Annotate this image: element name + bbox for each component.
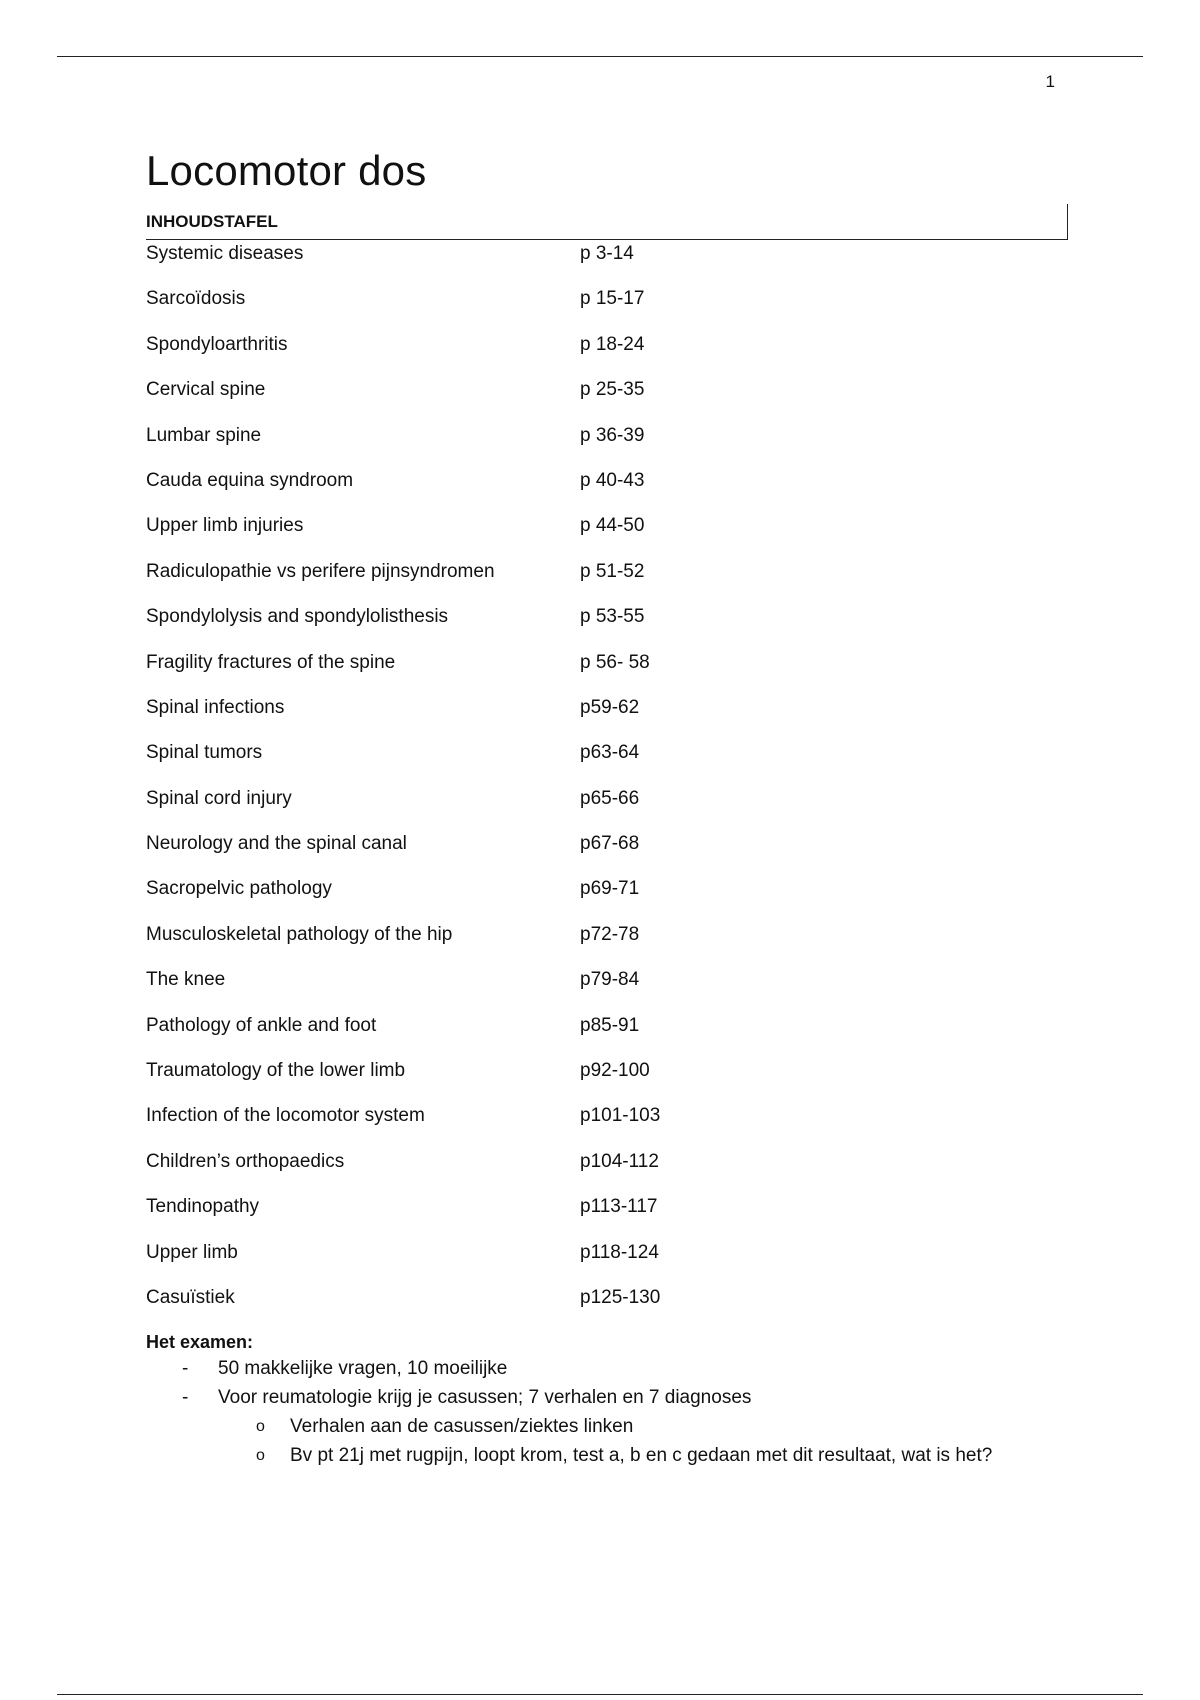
exam-bullet-item bbox=[146, 1358, 1146, 1387]
toc-row bbox=[146, 241, 1046, 286]
toc-topic: Pathology of ankle and foot bbox=[146, 1014, 377, 1036]
table-of-contents bbox=[146, 241, 1046, 1330]
header-rule bbox=[57, 56, 1143, 57]
toc-topic: Spondyloarthritis bbox=[146, 333, 288, 355]
toc-row bbox=[146, 1194, 1046, 1239]
toc-pages: p59-62 bbox=[580, 696, 640, 718]
toc-topic: Spondylolysis and spondylolisthesis bbox=[146, 606, 449, 628]
toc-row bbox=[146, 1285, 1046, 1330]
toc-row bbox=[146, 286, 1046, 331]
toc-row bbox=[146, 513, 1046, 558]
toc-topic: Cauda equina syndroom bbox=[146, 469, 354, 491]
toc-pages: p85-91 bbox=[580, 1014, 640, 1036]
toc-row bbox=[146, 332, 1046, 377]
toc-pages: p118-124 bbox=[580, 1241, 659, 1263]
toc-row bbox=[146, 423, 1046, 468]
toc-topic: Upper limb bbox=[146, 1241, 238, 1263]
toc-pages: p 36-39 bbox=[580, 424, 645, 446]
toc-topic: Sarcoïdosis bbox=[146, 288, 246, 310]
toc-row bbox=[146, 468, 1046, 513]
toc-pages: p125-130 bbox=[580, 1286, 661, 1308]
toc-heading: INHOUDSTAFEL bbox=[146, 212, 278, 231]
toc-topic: Spinal cord injury bbox=[146, 787, 292, 809]
document-title: Locomotor dos bbox=[146, 147, 427, 194]
toc-topic: Spinal infections bbox=[146, 696, 285, 718]
exam-bullet-item bbox=[146, 1387, 1146, 1416]
toc-topic: Traumatology of the lower limb bbox=[146, 1060, 406, 1082]
bullet-marker: - bbox=[182, 1387, 189, 1408]
toc-row bbox=[146, 377, 1046, 422]
toc-row bbox=[146, 1240, 1046, 1285]
toc-topic: Systemic diseases bbox=[146, 243, 304, 264]
toc-topic: Fragility fractures of the spine bbox=[146, 651, 396, 673]
exam-heading: Het examen: bbox=[146, 1332, 254, 1352]
bullet-text: Voor reumatologie krijg je casussen; 7 verhalen en 7 diagnoses bbox=[218, 1387, 752, 1408]
toc-pages: p 3-14 bbox=[580, 243, 634, 264]
toc-pages: p65-66 bbox=[580, 787, 640, 809]
exam-bullet-item bbox=[146, 1416, 1146, 1445]
toc-topic: The knee bbox=[146, 969, 226, 991]
toc-row bbox=[146, 740, 1046, 785]
toc-row bbox=[146, 967, 1046, 1012]
toc-pages: p 18-24 bbox=[580, 333, 645, 355]
toc-pages: p69-71 bbox=[580, 878, 640, 900]
toc-row bbox=[146, 695, 1046, 740]
exam-bullet-list bbox=[146, 1358, 1146, 1474]
toc-row bbox=[146, 876, 1046, 921]
toc-pages: p101-103 bbox=[580, 1105, 661, 1127]
toc-row bbox=[146, 1149, 1046, 1194]
exam-bullet-item bbox=[146, 1445, 1146, 1474]
toc-pages: p 51-52 bbox=[580, 560, 645, 582]
toc-topic: Infection of the locomotor system bbox=[146, 1105, 425, 1127]
toc-topic: Radiculopathie vs perifere pijnsyndromen bbox=[146, 560, 495, 582]
toc-pages: p 25-35 bbox=[580, 379, 645, 401]
bullet-text: 50 makkelijke vragen, 10 moeilijke bbox=[218, 1358, 508, 1379]
toc-topic: Musculoskeletal pathology of the hip bbox=[146, 923, 453, 945]
page-number: 1 bbox=[1045, 72, 1055, 91]
toc-pages: p 53-55 bbox=[580, 606, 645, 628]
toc-row bbox=[146, 786, 1046, 831]
toc-row bbox=[146, 1013, 1046, 1058]
toc-topic: Cervical spine bbox=[146, 379, 266, 401]
toc-row bbox=[146, 604, 1046, 649]
toc-topic: Casuïstiek bbox=[146, 1286, 235, 1308]
toc-row bbox=[146, 1103, 1046, 1148]
bullet-marker: o bbox=[256, 1447, 265, 1464]
toc-pages: p113-117 bbox=[580, 1196, 658, 1218]
toc-pages: p104-112 bbox=[580, 1150, 659, 1172]
toc-pages: p92-100 bbox=[580, 1060, 650, 1082]
toc-row bbox=[146, 1058, 1046, 1103]
bullet-marker: - bbox=[182, 1358, 189, 1379]
toc-topic: Spinal tumors bbox=[146, 742, 263, 764]
toc-pages: p 44-50 bbox=[580, 515, 645, 537]
toc-topic: Neurology and the spinal canal bbox=[146, 833, 407, 855]
toc-topic: Upper limb injuries bbox=[146, 515, 304, 537]
toc-pages: p 15-17 bbox=[580, 288, 645, 310]
toc-pages: p79-84 bbox=[580, 969, 640, 991]
toc-topic: Sacropelvic pathology bbox=[146, 878, 332, 900]
toc-row bbox=[146, 650, 1046, 695]
toc-pages: p72-78 bbox=[580, 923, 640, 945]
footer-rule bbox=[57, 1694, 1143, 1695]
toc-row bbox=[146, 922, 1046, 967]
toc-pages: p 40-43 bbox=[580, 469, 645, 491]
toc-row bbox=[146, 559, 1046, 604]
toc-topic: Tendinopathy bbox=[146, 1196, 260, 1218]
bullet-marker: o bbox=[256, 1418, 265, 1435]
bullet-text: Verhalen aan de casussen/ziektes linken bbox=[290, 1416, 634, 1437]
toc-heading-box bbox=[146, 204, 1068, 240]
toc-topic: Lumbar spine bbox=[146, 424, 262, 446]
toc-row bbox=[146, 831, 1046, 876]
bullet-text: Bv pt 21j met rugpijn, loopt krom, test a, b en c gedaan met dit resultaat, wat is het? bbox=[290, 1445, 993, 1466]
toc-topic: Children’s orthopaedics bbox=[146, 1150, 345, 1172]
toc-pages: p 56- 58 bbox=[580, 651, 650, 673]
toc-pages: p63-64 bbox=[580, 742, 640, 764]
toc-pages: p67-68 bbox=[580, 833, 640, 855]
